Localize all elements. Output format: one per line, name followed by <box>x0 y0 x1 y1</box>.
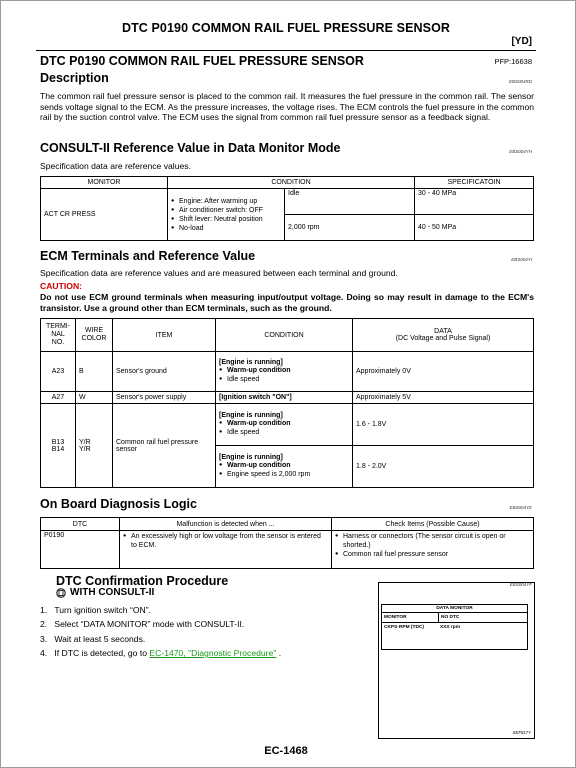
step-number: 1. <box>40 605 48 615</box>
wire-color: W <box>76 392 113 404</box>
header-rule <box>36 50 536 51</box>
description-paragraph <box>40 91 534 123</box>
data-value: 1.8 - 2.0V <box>353 446 534 488</box>
obd-heading: On Board Diagnosis Logic <box>40 497 197 511</box>
condition-4: ● No-load <box>171 224 281 233</box>
step-number: 3. <box>40 633 48 644</box>
condition-2: ● Idle speed <box>219 428 349 437</box>
check-item-2: ● Common rail fuel pressure sensor <box>335 550 530 559</box>
malfunction-text: ● An excessively high or low voltage from the sensor is entered to ECM. <box>123 532 328 550</box>
data-monitor-header-row <box>382 613 527 623</box>
obd-code: EBS004YE <box>509 505 532 510</box>
spec-idle: 30 - 40 MPa <box>415 189 534 215</box>
terminal-no <box>41 404 76 488</box>
condition-state: [Engine is running] <box>219 359 283 366</box>
description-text-2: The ECM controls the fuel pressure in the common rail by the suction control valve. The ECM uses the signal from common rail fuel pressure sensor as a feedback signal. <box>40 101 535 123</box>
data-value: Approximately 0V <box>353 352 534 392</box>
ecm-heading: ECM Terminals and Reference Value <box>40 249 256 263</box>
col-condition: CONDITION <box>216 319 353 352</box>
table-row <box>41 531 534 569</box>
col-terminal: TERMI- NAL NO. <box>41 319 76 352</box>
col-dtc: DTC <box>41 518 120 531</box>
pfp-number: PFP:16638 <box>494 57 532 66</box>
condition-1: ● Warm-up condition <box>219 419 349 428</box>
page-number: EC-1468 <box>264 745 308 757</box>
condition <box>216 404 353 446</box>
col-data-title: DATA <box>434 328 452 335</box>
item: Sensor's power supply <box>113 392 216 404</box>
data-value: 1.6 - 1.8V <box>353 404 534 446</box>
step-3 <box>40 632 281 646</box>
step-suffix: . <box>276 647 282 658</box>
condition-1: ● Warm-up condition <box>219 366 349 375</box>
description-text-1: The common rail fuel pressure sensor is placed to the common rail. It measures the fuel pressure in the common rail. The sensor sends voltage signal to the ECM. As the pressure increases, the voltage rises. <box>40 91 534 112</box>
condition-state: [Engine is running] <box>219 454 283 461</box>
obd-table <box>40 517 534 569</box>
confirm-code: EBS004YF <box>509 582 532 587</box>
dtc-code: P0190 <box>41 531 120 569</box>
description-heading: Description <box>40 71 109 85</box>
condition-3: ● Shift lever: Neutral position <box>171 215 281 224</box>
condition-rpm: 2,000 rpm <box>285 215 415 241</box>
wire-b13: Y/R <box>79 438 91 446</box>
terminal-b14: B14 <box>51 445 65 453</box>
ecm-code: EBS004YI <box>511 257 532 262</box>
data-monitor-figure <box>378 582 535 739</box>
item: Sensor's ground <box>113 352 216 392</box>
wire-color: B <box>76 352 113 392</box>
data-monitor-row-label: CKPS·RPM (TDC) <box>384 625 424 630</box>
data-monitor-row <box>382 623 527 649</box>
condition-2: ● Idle speed <box>219 375 349 384</box>
condition <box>216 352 353 392</box>
step-number: 2. <box>40 619 48 630</box>
consult-tool-icon <box>56 588 66 598</box>
section-title: DTC P0190 COMMON RAIL FUEL PRESSURE SENSOR <box>40 54 364 68</box>
wire-b14: Y/R <box>79 445 91 453</box>
consult-note: Specification data are reference values. <box>40 161 191 171</box>
terminal-no: A27 <box>41 392 76 404</box>
figure-reference: SEF817Y <box>512 730 531 735</box>
consult-table <box>40 176 534 241</box>
col-monitor: MONITOR <box>41 177 168 189</box>
description-code: EBS004RD <box>508 79 532 84</box>
consult-code: EBS004YH <box>509 149 532 154</box>
monitor-item: ACT CR PRESS <box>41 189 168 241</box>
consult-subheading-text: WITH CONSULT-II <box>70 587 155 598</box>
engine-tag: [YD] <box>511 36 532 47</box>
step-1 <box>40 603 281 617</box>
step-text: Select “DATA MONITOR” mode with CONSULT-II. <box>54 619 245 630</box>
col-item: ITEM <box>113 319 216 352</box>
terminal-b13: B13 <box>51 438 65 446</box>
condition-1: ● Engine: After warming up <box>171 197 281 206</box>
ecm-note: Specification data are reference values and are measured between each terminal and ground. <box>40 268 398 278</box>
table-row <box>41 352 534 392</box>
condition-state: [Engine is running] <box>219 412 283 419</box>
wire-color <box>76 404 113 488</box>
step-text: Wait at least 5 seconds. <box>54 633 146 644</box>
page-title: DTC P0190 COMMON RAIL FUEL PRESSURE SENSOR <box>121 21 451 35</box>
col-data-subtitle: (DC Voltage and Pulse Signal) <box>395 335 491 342</box>
data-monitor-col2: NO DTC <box>441 615 460 620</box>
condition-list <box>168 189 285 241</box>
table-row <box>41 392 534 404</box>
condition-1: ● Warm-up condition <box>219 461 349 470</box>
data-monitor-col1: MONITOR <box>382 613 439 622</box>
ecm-terminal-table <box>40 318 534 488</box>
diagnostic-procedure-link[interactable]: EC-1470, "Diagnostic Procedure" <box>149 647 277 658</box>
col-malfunction: Malfunction is detected when ... <box>120 518 332 531</box>
condition-2: ● Engine speed is 2,000 rpm <box>219 470 349 479</box>
col-wire: WIRE COLOR <box>76 319 113 352</box>
condition-2: ● Air conditioner switch: OFF <box>171 206 281 215</box>
data-monitor-screen <box>381 604 528 650</box>
terminal-no: A23 <box>41 352 76 392</box>
caution-text: Do not use ECM ground terminals when measuring input/output voltage. Doing so may result in damage to the ECM's transistor. Use a ground other than ECM terminals, such as the ground. <box>40 292 534 313</box>
consult-heading: CONSULT-II Reference Value in Data Monitor Mode <box>40 141 341 155</box>
data-monitor-title: DATA MONITOR <box>382 605 527 613</box>
malfunction <box>120 531 332 569</box>
data-monitor-row-value: XXX rpm <box>440 625 460 630</box>
step-number: 4. <box>40 647 48 658</box>
confirm-steps <box>40 603 281 660</box>
step-text: If DTC is detected, go to <box>54 647 150 658</box>
condition-idle: Idle <box>285 189 415 215</box>
col-data <box>353 319 534 352</box>
caution-label: CAUTION: <box>40 281 83 291</box>
consult-subheading <box>56 587 154 598</box>
col-condition: CONDITION <box>168 177 415 189</box>
condition <box>216 446 353 488</box>
step-4 <box>40 646 281 660</box>
confirm-heading: DTC Confirmation Procedure <box>56 574 229 588</box>
step-2 <box>40 617 281 631</box>
table-row <box>41 404 534 446</box>
check-item-1: ● Harness or connectors (The sensor circuit is open or shorted.) <box>335 532 530 550</box>
item: Common rail fuel pressure sensor <box>113 404 216 488</box>
col-check-items: Check Items (Possible Cause) <box>332 518 534 531</box>
spec-rpm: 40 - 50 MPa <box>415 215 534 241</box>
step-text: Turn ignition switch “ON”. <box>54 605 151 615</box>
col-spec: SPECIFICATOIN <box>415 177 534 189</box>
data-value: Approximately 5V <box>353 392 534 404</box>
condition: [Ignition switch "ON"] <box>216 392 353 404</box>
check-items <box>332 531 534 569</box>
